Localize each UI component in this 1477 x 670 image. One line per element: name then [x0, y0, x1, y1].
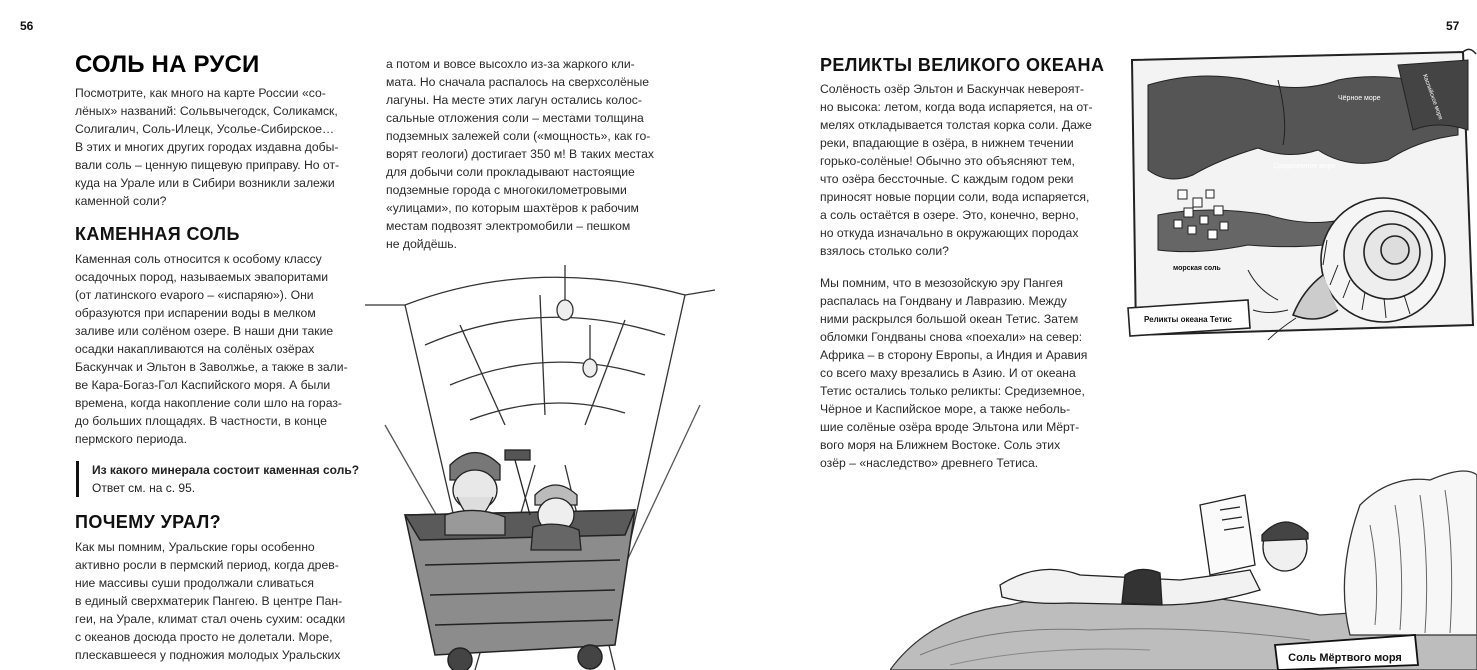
- text-line: Как мы помним, Уральские горы особенно: [75, 540, 315, 554]
- relics-paragraph-1: [820, 80, 1093, 260]
- text-line: ворят геологи) достигает 350 м! В таких местах: [386, 147, 654, 161]
- dead-sea-sign-label: Соль Мёртвого моря: [1288, 652, 1402, 664]
- text-line: в единый сверхматерик Пангею. В центре Пан-: [75, 594, 343, 608]
- text-line: до больших площадях. В частности, в конце: [75, 414, 327, 428]
- text-line: Каменная соль относится к особому классу: [75, 252, 322, 266]
- text-line: сальные отложения соли – местами толщина: [386, 111, 644, 125]
- text-line: что озёра бессточные. С каждым годом реки: [820, 172, 1074, 186]
- text-line: (от латинского evaporo – «испаряю»). Они: [75, 288, 314, 302]
- map-label-sea-salt: морская соль: [1173, 265, 1221, 272]
- text-line: а соль остаётся в озере. Это, конечно, верно,: [820, 208, 1079, 222]
- title-salt-in-russia: СОЛЬ НА РУСИ: [75, 51, 260, 78]
- text-line: мата. Но сначала распалось на сверхсолёные: [386, 75, 650, 89]
- text-line: реки, впадающие в озёра, в нижнем течении: [820, 136, 1074, 150]
- map-label-med-sea: Средиземное море: [1273, 163, 1336, 170]
- map-label-black-sea: Чёрное море: [1338, 95, 1381, 102]
- page-number-right: 57: [1446, 19, 1460, 33]
- text-line: ними раскрылся большой океан Тетис. Затем: [820, 312, 1079, 326]
- text-line: осадки накапливаются на солёных озёрах: [75, 342, 315, 356]
- text-line: каменной соли?: [75, 194, 167, 208]
- page-number-left: 56: [20, 19, 34, 33]
- mine-illustration: [365, 265, 715, 670]
- text-line: активно росли в пермский период, когда древ-: [75, 558, 339, 572]
- text-line: Тетис остались только реликты: Средиземное,: [820, 384, 1085, 398]
- text-line: с океанов досюда просто не долетали. Море,: [75, 630, 333, 644]
- text-line: Посмотрите, как много на карте России «со-: [75, 86, 326, 100]
- text-line: времена, когда накопление соли шло на гораз-: [75, 396, 342, 410]
- text-line: местам подвозят электромобили – пешком: [386, 219, 631, 233]
- text-line: ние массивы суши продолжали сливаться: [75, 576, 314, 590]
- continued-paragraph: [386, 55, 654, 253]
- heading-rock-salt: КАМЕННАЯ СОЛЬ: [75, 224, 240, 244]
- quiz-box: [76, 461, 359, 497]
- text-line: вали соль – ценную пищевую приправу. Но от-: [75, 158, 340, 172]
- text-line: ве Кара-Богаз-Гол Каспийского моря. А были: [75, 378, 331, 392]
- text-line: образуются при испарении воды в мелком: [75, 306, 316, 320]
- tethys-map-illustration: [1118, 40, 1477, 360]
- text-line: озёр – «наследство» древнего Тетиса.: [820, 456, 1039, 470]
- text-line: со всего маху врезались в Азию. И от океана: [820, 366, 1076, 380]
- text-line: Мы помним, что в мезозойскую эру Пангея: [820, 276, 1063, 290]
- text-line: Африка – в сторону Европы, а Индия и Аравия: [820, 348, 1088, 362]
- text-line: пермского периода.: [75, 432, 187, 446]
- text-line: Солёность озёр Эльтон и Баскунчак невероят-: [820, 82, 1085, 96]
- dead-sea-illustration: [890, 465, 1477, 670]
- text-line: но высока: летом, когда вода испаряется, на от-: [820, 100, 1093, 114]
- text-line: осадочных пород, называемых эвапоритами: [75, 270, 329, 284]
- text-line: «улицами», по которым шахтёров к рабочим: [386, 201, 639, 215]
- text-line: Солигалич, Соль-Илецк, Усолье-Сибирское…: [75, 122, 335, 136]
- quiz-question: Из какого минерала состоит каменная соль?: [76, 461, 359, 479]
- text-line: куда на Урале или в Сибири возникли залежи: [75, 176, 335, 190]
- text-line: приносят новые порции соли, вода испаряется,: [820, 190, 1090, 204]
- text-line: мелях откладывается толстая корка соли. Даже: [820, 118, 1092, 132]
- relics-paragraph-2: [820, 274, 1087, 472]
- text-line: но откуда изначально в окружающих породах: [820, 226, 1079, 240]
- text-line: обломки Гондваны снова «поехали» на север:: [820, 330, 1083, 344]
- text-line: Чёрное и Каспийское море, а также неболь-: [820, 402, 1071, 416]
- text-line: Баскунчак и Эльтон в Заволжье, а также в зали-: [75, 360, 348, 374]
- text-line: подземных залежей соли («мощность», как го-: [386, 129, 651, 143]
- text-line: не дойдёшь.: [386, 237, 457, 251]
- intro-paragraph: [75, 84, 339, 210]
- why-ural-paragraph: [75, 538, 345, 664]
- text-line: вого моря на Ближнем Востоке. Соль этих: [820, 438, 1061, 452]
- map-label-caspian: Каспийское море: [1421, 73, 1444, 121]
- map-banner-label: Реликты океана Тетис: [1144, 315, 1232, 324]
- text-line: плескавшееся у подножия молодых Уральских: [75, 648, 341, 662]
- heading-ocean-relics: РЕЛИКТЫ ВЕЛИКОГО ОКЕАНА: [820, 55, 1105, 75]
- text-line: заливе или солёном озере. В наши дни такие: [75, 324, 334, 338]
- rock-salt-paragraph: [75, 250, 348, 448]
- text-line: распалась на Гондвану и Лавразию. Между: [820, 294, 1067, 308]
- text-line: лагуны. На месте этих лагун остались колос-: [386, 93, 642, 107]
- text-line: подземные города с многокилометровыми: [386, 183, 627, 197]
- heading-why-ural: ПОЧЕМУ УРАЛ?: [75, 512, 222, 532]
- text-line: шие солёные озёра вроде Эльтона или Мёрт-: [820, 420, 1080, 434]
- text-line: геи, на Урале, климат стал очень сухим: осадки: [75, 612, 346, 626]
- text-line: а потом и вовсе высохло из-за жаркого кли-: [386, 57, 635, 71]
- text-line: лёных» названий: Сольвычегодск, Соликамск,: [75, 104, 338, 118]
- text-line: В этих и многих других городах издавна добы-: [75, 140, 339, 154]
- text-line: горько-солёные! Обычно это объясняют тем,: [820, 154, 1075, 168]
- text-line: для добычи соли прокладывают настоящие: [386, 165, 635, 179]
- text-line: взялось столько соли?: [820, 244, 949, 258]
- quiz-answer-ref: Ответ см. на с. 95.: [76, 479, 359, 497]
